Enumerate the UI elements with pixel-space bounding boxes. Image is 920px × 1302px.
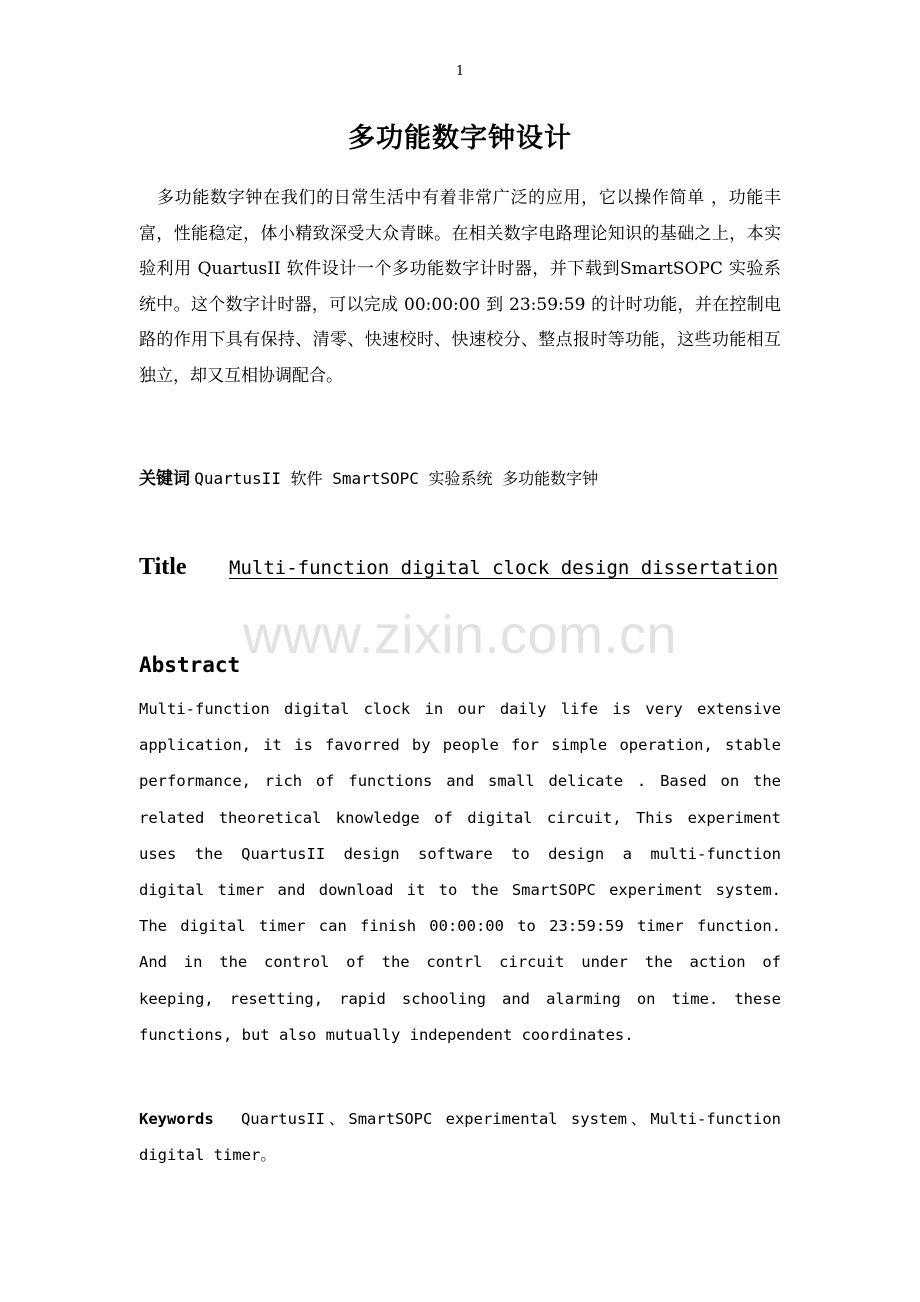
chinese-title: 多功能数字钟设计 <box>348 123 572 154</box>
chinese-abstract: 多功能数字钟在我们的日常生活中有着非常广泛的应用，它以操作简单 ，功能丰富，性能稳定，体小精致深受大众青睐。在相关数字电路理论知识的基础之上，本实验利用 QuartusII 软件设计一个多功能数字计时器，并下载到SmartSOPC 实验系统中。这个数字计时器，可以完成 00:00:00 到 23:59:59 的计时功能，并在控制电路的作用下具有保持、清零、快速校时、快速校分、整点报时等功能，这些功能相互独立，却又互相协调配合。 <box>139 188 781 386</box>
english-title-row <box>139 554 799 581</box>
watermark: www.zixin.com.cn <box>242 605 678 665</box>
english-keywords-value: QuartusII、SmartSOPC experimental system、Multi-function digital timer。 <box>139 1110 781 1165</box>
english-abstract: Multi-function digital clock in our daily life is very extensive application, it is favorred by people for simple operation, stable performance, rich of functions and small delicate . Based on the related theoretical knowledge of digital circuit, This experiment uses the QuartusII design software to design a multi-function digital timer and download it to the SmartSOPC experiment system. The digital timer can finish 00:00:00 to 23:59:59 timer function. And in the control of the contrl circuit under the action of keeping, resetting, rapid schooling and alarming on time. these functions, but also mutually independent coordinates. <box>139 700 781 1044</box>
english-title-label: Title <box>139 554 187 580</box>
english-keywords-label: Keywords <box>139 1110 214 1128</box>
chinese-keywords <box>139 465 781 493</box>
english-keywords <box>139 1101 781 1173</box>
page-number: 1 <box>455 64 465 79</box>
abstract-heading: Abstract <box>139 653 241 677</box>
chinese-keywords-value: QuartusII 软件 SmartSOPC 实验系统 多功能数字钟 <box>194 469 599 488</box>
chinese-keywords-label: 关键词 <box>139 469 190 489</box>
english-title-value: Multi-function digital clock design dissertation <box>229 557 779 579</box>
